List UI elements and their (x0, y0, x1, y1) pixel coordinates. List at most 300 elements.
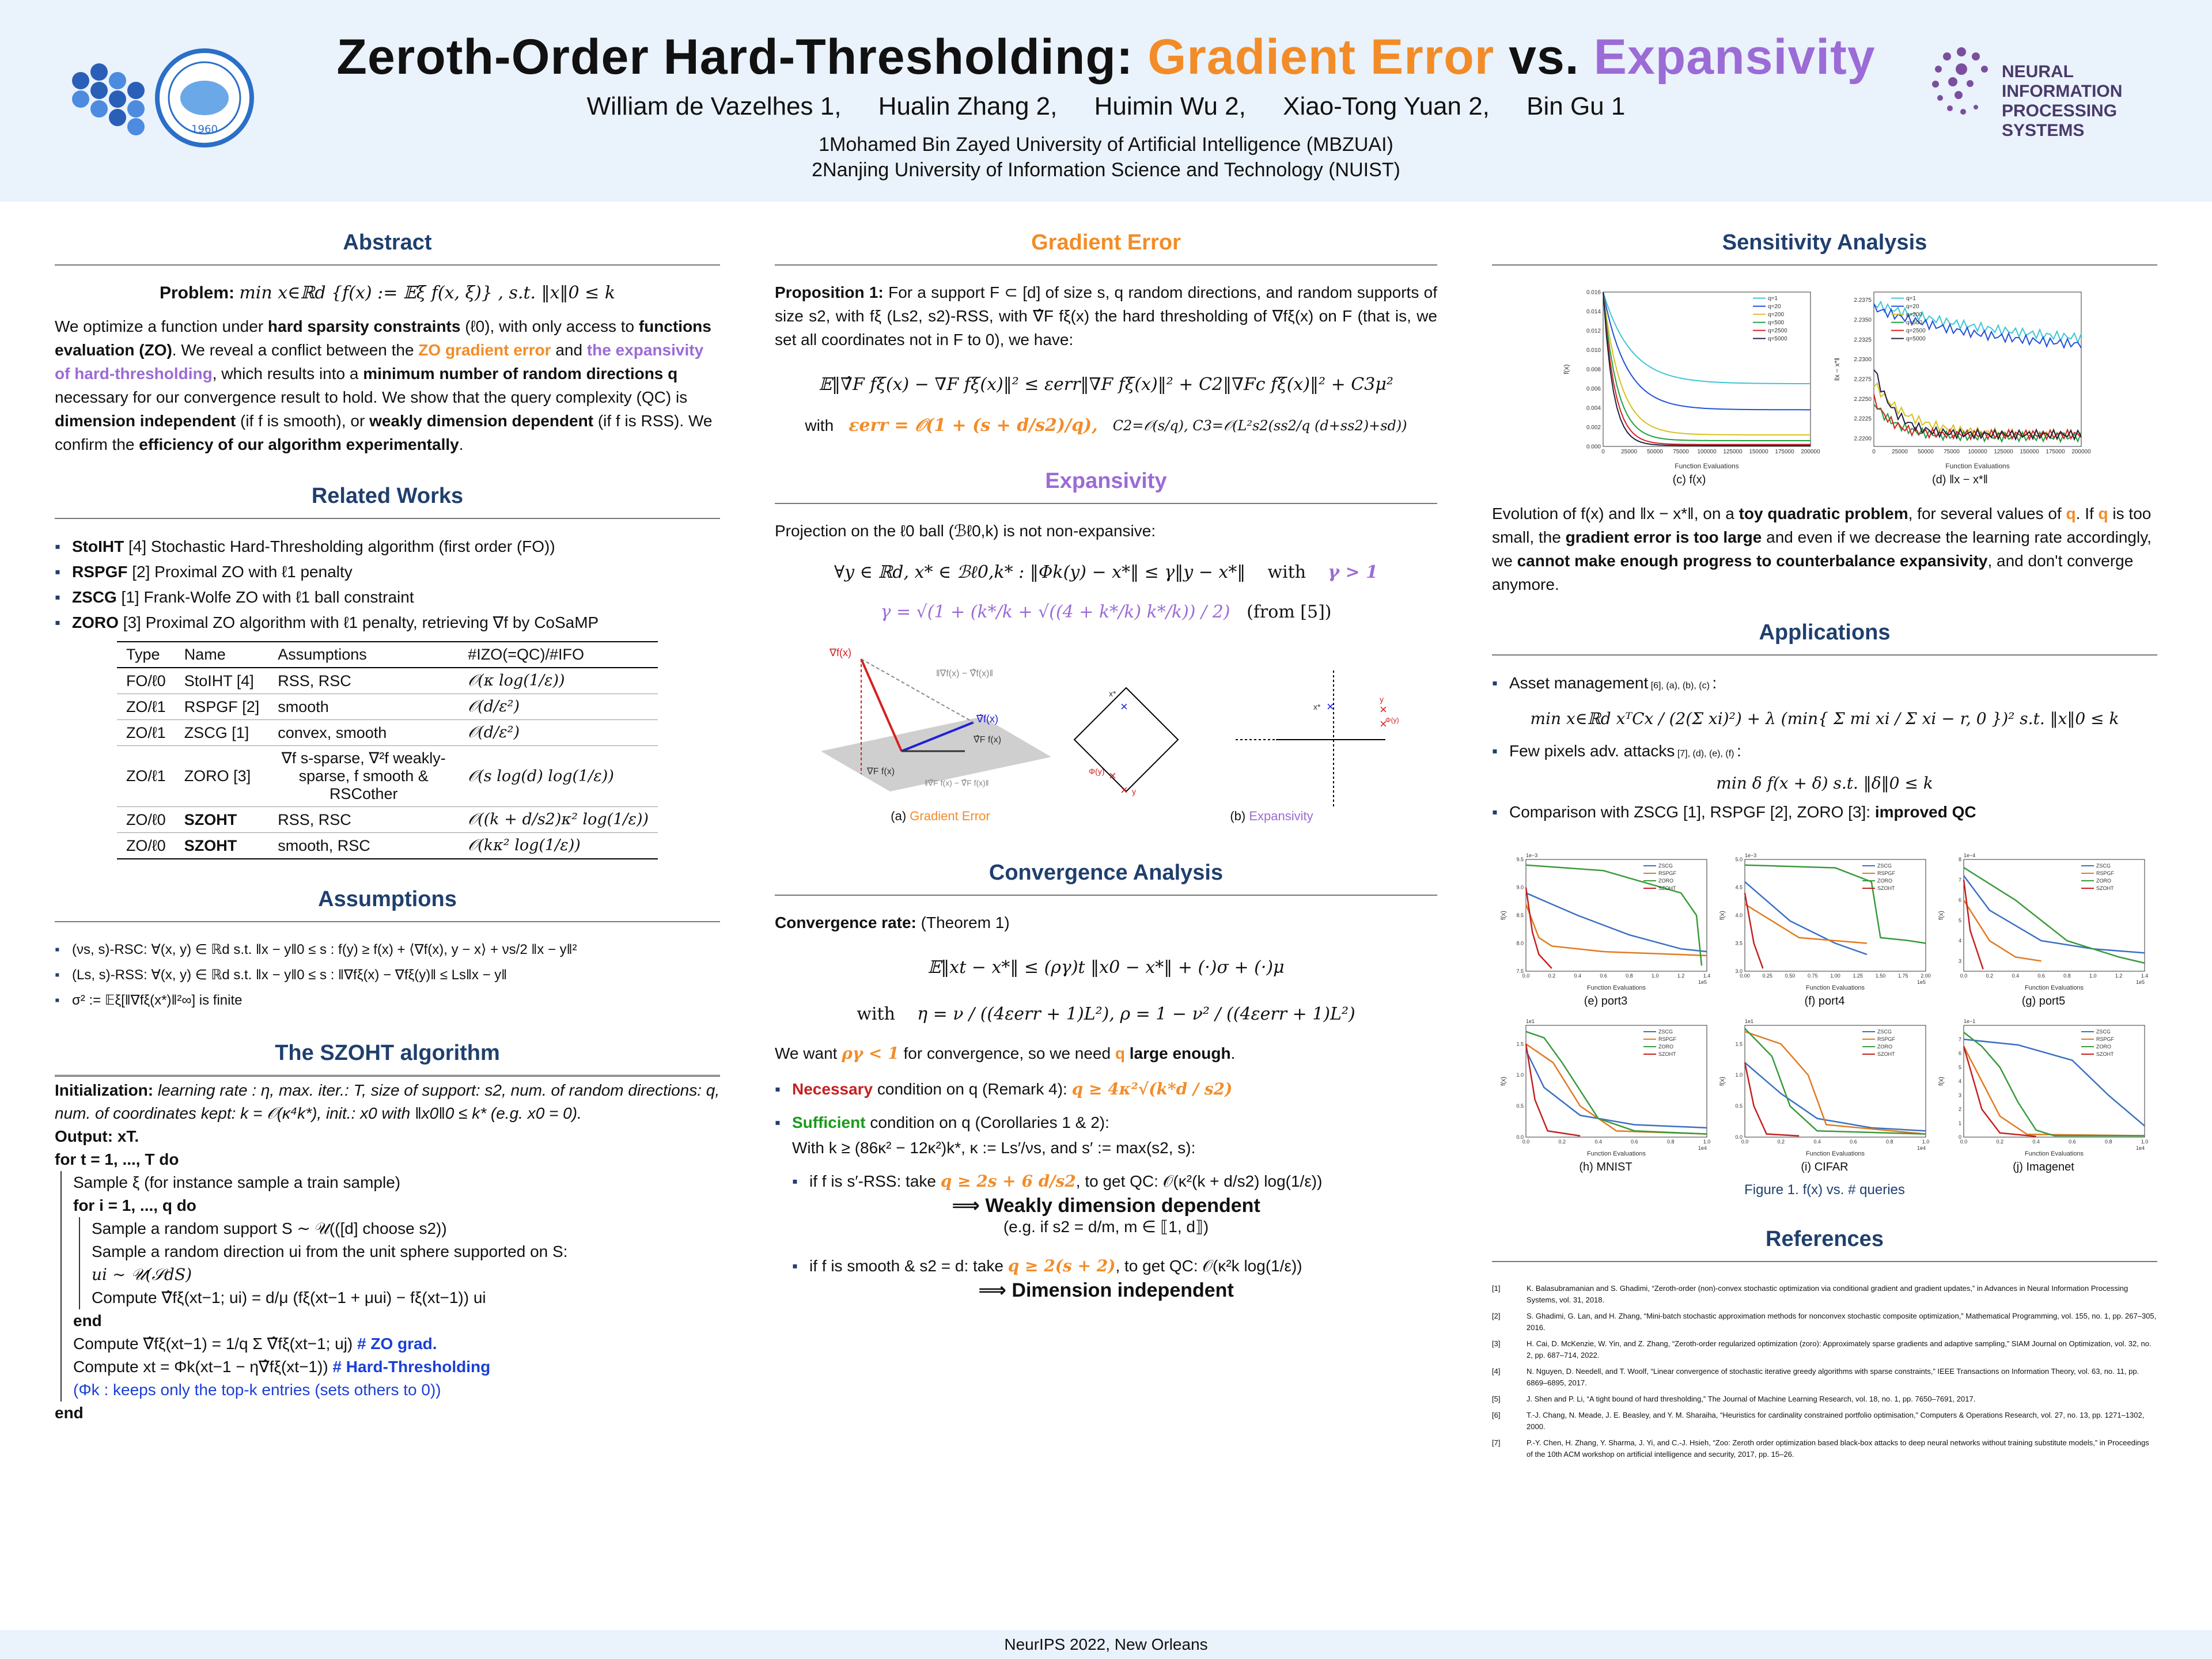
legend-label: SZOHT (1877, 885, 1895, 891)
x-tick-label: 1.2 (2115, 973, 2122, 979)
chart-f-x (1562, 281, 1820, 471)
table-row (117, 746, 658, 807)
table-row (117, 833, 658, 859)
case2-result: ⟹ Dimension independent (978, 1279, 1234, 1301)
y-label-2: y (1380, 695, 1384, 704)
prop-label: Proposition 1: (775, 283, 884, 301)
x-tick-label: 100000 (1967, 449, 1987, 455)
algo-comment: # ZO grad. (353, 1335, 437, 1353)
y-tick-label: 4 (1958, 1078, 1961, 1084)
list-item (55, 610, 720, 635)
necessary-label: Necessary (792, 1080, 873, 1098)
x-tick-label: 0.8 (2063, 973, 2071, 979)
x-scale-label: 1e5 (1698, 979, 1707, 985)
table-row (117, 694, 658, 720)
algorithm-block (55, 1077, 720, 1425)
app-compare (1492, 800, 2157, 825)
x-tick-label: 0.6 (1630, 1139, 1638, 1145)
phi-y-mark-2: × (1380, 717, 1387, 731)
chart-caption: (i) CIFAR (1801, 1161, 1849, 1173)
author: Xiao-Tong Yuan 2, (1283, 92, 1490, 120)
abstract-text-part: dimension independent (55, 412, 236, 430)
method-desc: [1] Frank-Wolfe ZO with ℓ1 ball constraint (116, 588, 414, 606)
legend-label: RSPGF (1877, 870, 1895, 876)
legend-label: RSPGF (2096, 870, 2114, 876)
table-cell: RSS, RSC (268, 807, 459, 833)
y-axis-label: f(x) (1562, 364, 1570, 374)
legend-label: q=200 (1906, 312, 1922, 318)
case-q: q ≥ 2(s + 2) (1007, 1256, 1116, 1275)
xstar-label-1: x* (1109, 689, 1116, 698)
legend-label: SZOHT (1877, 1051, 1895, 1057)
case-text: if f is smooth & s2 = d: take (809, 1257, 1008, 1275)
abstract-text-part: hard sparsity constraints (267, 317, 461, 335)
list-item (55, 559, 720, 585)
x-tick-label: 0.0 (1960, 1139, 1967, 1145)
want-condition: ργ < 1 (842, 1044, 899, 1063)
neurips-line1: NEURAL INFORMATION (2002, 62, 2123, 101)
x-tick-label: 0.4 (1813, 1139, 1821, 1145)
legend-label: q=5000 (1906, 336, 1926, 342)
x-tick-label: 1.0 (2089, 973, 2097, 979)
x-tick-label: 75000 (1943, 449, 1960, 455)
x-tick-label: 1.50 (1875, 973, 1885, 979)
poster-footer: NeurIPS 2022, New Orleans (0, 1630, 2212, 1659)
table-cell: 𝒪((k + d/s2)κ² log(1/ε)) (459, 807, 658, 833)
abstract-text-part: weakly dimension dependent (369, 412, 594, 430)
grad-F-label: ∇F f(x) (867, 767, 895, 777)
x-axis-label: Function Evaluations (1586, 984, 1646, 991)
y-axis-label: f(x) (1937, 1077, 1945, 1086)
case-qc: , to get QC: 𝒪(κ²(k + d/s2) log(1/ε)) (1075, 1172, 1323, 1190)
y-tick-label: 5.0 (1734, 857, 1743, 862)
chart-port4 (1718, 848, 1931, 992)
y-tick-label: 4.5 (1734, 884, 1743, 891)
algo-init (55, 1079, 720, 1125)
x-scale-label: 1e4 (1698, 1145, 1707, 1151)
case1-example: (e.g. if s2 = d/m, m ∈ ⟦1, d⟧) (1003, 1218, 1209, 1236)
y-tick-label: 3 (1958, 958, 1961, 964)
y-scale-label: 1e1 (1525, 1018, 1535, 1024)
plot-area (1745, 859, 1926, 971)
phi-y-label-2: Φ(y) (1385, 716, 1399, 724)
sens-text: toy quadratic problem (1738, 505, 1908, 522)
algo-end: end (55, 1404, 84, 1422)
y-tick-label: 0.002 (1586, 424, 1601, 431)
app-refs: [7], (d), (e), (f) (1675, 749, 1737, 759)
app-asset: ▪ Asset management [6], (a), (b), (c) : (1492, 671, 2157, 699)
assumptions-list (55, 937, 720, 1013)
list-item (55, 534, 720, 559)
x-tick-label: 0.0 (1522, 973, 1529, 979)
chart-cifar (1718, 1014, 1931, 1158)
y-tick-label: 2.2325 (1853, 336, 1872, 343)
asset-equation: min x∈ℝd xᵀCx / (2(Σ xi)²) + λ (min{ Σ mi xi / Σ xi − r, 0 })² s.t. ‖x‖0 ≤ k (1530, 709, 2119, 728)
table-cell: 𝒪(kκ² log(1/ε)) (459, 833, 658, 859)
chart-wrap (1718, 1014, 1931, 1174)
chart-caption: (e) port3 (1584, 995, 1628, 1007)
legend-label: SZOHT (2096, 1051, 2113, 1057)
plot-area (1745, 1025, 1926, 1137)
table-header: #IZO(=QC)/#IFO (459, 642, 658, 668)
algo-line: ui ∼ 𝒰(𝒮dS) (92, 1265, 192, 1284)
references-list (1492, 1283, 2157, 1460)
x-tick-label: 0.4 (2032, 1139, 2040, 1145)
sens-text: gradient error is too large (1565, 528, 1762, 546)
legend-label: ZSCG (2096, 863, 2111, 869)
y-tick-label: 0.012 (1586, 328, 1601, 335)
y-tick-label: 9.0 (1516, 884, 1524, 891)
x-tick-label: 25000 (1620, 449, 1637, 455)
list-item: ▪ σ² := 𝔼ξ[‖∇fξ(x*)‖²∞] is finite (55, 988, 720, 1013)
chart-wrap (1718, 848, 1931, 1008)
with-label: with (857, 1004, 895, 1024)
y-tick-label: 8.0 (1516, 940, 1524, 946)
necessary-condition (775, 1077, 1437, 1102)
x-tick-label: 0 (1872, 449, 1876, 455)
legend-label: RSPGF (1877, 1036, 1895, 1042)
x-tick-label: 0.50 (1785, 973, 1795, 979)
algo-line: Compute ∇̂fξ(xt−1; ui) = d/μ (fξ(xt−1 + μui) − fξ(xt−1)) ui (92, 1289, 486, 1306)
y-tick-label: 0 (1958, 1134, 1961, 1140)
title-gradient-error: Gradient Error (1147, 29, 1495, 85)
seal-year: 1960 (191, 123, 218, 135)
x-tick-label: 0.2 (1548, 973, 1555, 979)
legend-label: ZSCG (1658, 1029, 1673, 1035)
method-desc: [3] Proximal ZO algorithm with ℓ1 penalty, retrieving ∇f by CoSaMP (118, 613, 599, 631)
abstract-text-part: minimum number of random directions q (363, 365, 678, 382)
legend-label: SZOHT (1658, 1051, 1676, 1057)
y-tick-label: 8 (1958, 857, 1961, 862)
algo-phi-note: (Φk : keeps only the top-k entries (sets others to 0)) (73, 1381, 441, 1399)
table-cell: smooth (268, 694, 459, 720)
convergence-want (775, 1041, 1437, 1065)
x-tick-label: 0.2 (1996, 1139, 2003, 1145)
x-tick-label: 1.0 (1922, 1139, 1929, 1145)
abstract-text-part: functions evaluation (ZO) (55, 317, 711, 359)
y-tick-label: 4.0 (1734, 912, 1743, 918)
legend-label: q=200 (1767, 312, 1784, 318)
chart-d-wrap (1832, 281, 2091, 487)
chart-dist (1832, 281, 2091, 471)
expansivity-diagram (1074, 671, 1399, 809)
expansivity-figures (775, 636, 1437, 809)
prop-body: For a support F ⊂ [d] of size s, q random directions, and random supports of size s2, with fξ (Ls2, s2)-RSS, with ∇̂F fξ(x) the hard thresholding of ∇fξ(x) on F (that is, we set all coordinates not in F to 0), we have: (775, 283, 1437, 349)
cases-list (792, 1253, 1437, 1279)
x-tick-label: 0 (1601, 449, 1605, 455)
list-item: ▪ (Ls, s)-RSS: ∀(x, y) ∈ ℝd s.t. ‖x − y‖0 ≤ s : ‖∇fξ(x) − ∇fξ(y)‖ ≤ Ls‖x − y‖ (55, 963, 720, 988)
related-works-title: Related Works (55, 484, 720, 519)
ref-num: [7] (1492, 1438, 1501, 1447)
legend-label: RSPGF (1658, 1036, 1676, 1042)
y-tick-label: 7 (1958, 877, 1961, 883)
x-tick-label: 175000 (1774, 449, 1794, 455)
grad-vector (861, 659, 902, 751)
phi-y-mark-1: × (1109, 768, 1116, 783)
ref-text: H. Cai, D. McKenzie, W. Yin, and Z. Zhang, “Zeroth-order regularized optimization (zoro): Approximately sparse gradients and adaptive sampling,” SIAM Journal on Optimization, vol. 32, no. 2, pp. 687–714, 2022. (1527, 1339, 2152, 1359)
legend-label: q=20 (1767, 304, 1781, 310)
gradient-error-equation: 𝔼‖∇̂F fξ(x) − ∇F fξ(x)‖² ≤ εerr‖∇F fξ(x)‖² + C2‖∇Fc fξ(x)‖² + C3μ² (819, 374, 1393, 395)
abstract-text-part: ZO gradient error (418, 341, 551, 359)
ref-text: S. Ghadimi, G. Lan, and H. Zhang, “Mini-batch stochastic approximation methods for nonconvex stochastic composite optimization,” Mathematical Programming, vol. 155, no. 1, pp. 267–305, 2016. (1527, 1312, 2157, 1332)
y-tick-label: 2.2350 (1853, 317, 1872, 324)
gamma-eq-body: γ = √(1 + (k*/k + √((4 + k*/k) k*/k)) / 2) (880, 602, 1230, 622)
x-tick-label: 1.00 (1830, 973, 1840, 979)
algo-line: Sample a random support S ∼ 𝒰(([d] choose s2)) (92, 1219, 447, 1237)
table-cell: ZO/ℓ1 (117, 746, 175, 807)
caption-text: Gradient Error (910, 809, 990, 823)
x-tick-label: 0.8 (2104, 1139, 2112, 1145)
y-tick-label: 2.2275 (1853, 376, 1872, 383)
legend-label: ZORO (1877, 1044, 1892, 1050)
ref-num: [6] (1492, 1411, 1501, 1419)
y-tick-label: 2.2225 (1853, 416, 1872, 423)
problem-label: Problem: (159, 283, 235, 302)
sufficient-label: Sufficient (792, 1113, 866, 1131)
y-tick-label: 7.5 (1516, 968, 1524, 974)
applications-title: Applications (1492, 620, 2157, 656)
chart-wrap (1499, 848, 1713, 1008)
chart-imagenet (1937, 1014, 2150, 1158)
x-tick-label: 175000 (2045, 449, 2065, 455)
table-cell: 𝒪(s log(d) log(1/ε)) (459, 746, 658, 807)
y-mark-1: × (1120, 783, 1128, 797)
x-tick-label: 1.2 (1677, 973, 1684, 979)
x-tick-label: 150000 (2019, 449, 2039, 455)
reference-item (1492, 1310, 2157, 1334)
sens-text: , for several values of (1908, 505, 2066, 522)
related-works-table (117, 641, 658, 859)
x-tick-label: 0.6 (1599, 973, 1607, 979)
algo-for-t: for t = 1, ..., T do (55, 1150, 179, 1168)
rate-label: Convergence rate: (775, 914, 916, 931)
x-tick-label: 0.0 (1522, 1139, 1529, 1145)
algo-output: Output: xT. (55, 1127, 139, 1145)
chart-caption: (h) MNIST (1579, 1161, 1633, 1173)
x-tick-label: 0.4 (2011, 973, 2019, 979)
app-label: Asset management (1509, 674, 1649, 692)
method-name: ZSCG (72, 588, 117, 606)
x-tick-label: 100000 (1696, 449, 1717, 455)
with-label: with (805, 416, 834, 434)
legend-label: q=20 (1906, 304, 1919, 310)
hat-grad-F-label: ∇̂F f(x) (974, 735, 1002, 745)
x-tick-label: 0.25 (1762, 973, 1772, 979)
x-axis-label: Function Evaluations (2024, 984, 2084, 991)
x-tick-label: 125000 (1993, 449, 2013, 455)
table-cell: ZO/ℓ0 (117, 807, 175, 833)
y-tick-label: 0.004 (1586, 405, 1601, 412)
y-tick-label: 0.010 (1586, 347, 1601, 354)
x-tick-label: 75000 (1672, 449, 1689, 455)
convergence-title: Convergence Analysis (775, 861, 1437, 896)
related-works-list (55, 534, 720, 635)
case-qc: , to get QC: 𝒪(κ²k log(1/ε)) (1115, 1257, 1302, 1275)
xstar-mark-2: × (1327, 699, 1334, 714)
method-name: RSPGF (72, 563, 128, 581)
x-tick-label: 0.6 (2037, 973, 2045, 979)
y-tick-label: 2.2300 (1853, 357, 1872, 363)
affiliation-1: 1Mohamed Bin Zayed University of Artificial Intelligence (MBZUAI) (819, 134, 1393, 156)
author: William de Vazelhes 1, (586, 92, 842, 120)
case-q: q ≥ 2s + 6 d/s2 (940, 1172, 1076, 1191)
sens-text: . If (2075, 505, 2099, 522)
y-tick-label: 0.016 (1586, 289, 1601, 296)
table-cell: ZORO [3] (175, 746, 269, 807)
legend-label: ZSCG (1877, 863, 1892, 869)
table-row (117, 668, 658, 694)
expansivity-eq-body: ∀y ∈ ℝd, x* ∈ ℬℓ0,k* : ‖Φk(y) − x*‖ ≤ γ‖y − x*‖ (834, 562, 1246, 582)
x-tick-label: 200000 (1800, 449, 1820, 455)
xstar-label-2: x* (1313, 702, 1321, 711)
problem-equation: min x∈ℝd {f(x) := 𝔼ξ f(x, ξ)} , s.t. ‖x‖0 ≤ k (239, 283, 615, 303)
y-label-1: y (1132, 787, 1136, 796)
x-tick-label: 0.6 (1849, 1139, 1857, 1145)
y-axis-label: f(x) (1499, 911, 1507, 920)
reference-item (1492, 1366, 2157, 1389)
abstract-text-part: (if f is smooth), or (236, 412, 370, 430)
x-scale-label: 1e4 (2135, 1145, 2145, 1151)
legend-label: ZORO (1658, 1044, 1673, 1050)
legend-label: ZORO (1877, 878, 1892, 884)
convergence-equation: 𝔼‖xt − x*‖ ≤ (ργ)t ‖x0 − x*‖ + (·)σ + (·)μ (927, 957, 1285, 978)
sens-text: is too small, the (1492, 505, 2152, 546)
table-header: Name (175, 642, 269, 668)
table-cell: ZO/ℓ0 (117, 833, 175, 859)
want-q: q (1115, 1044, 1125, 1062)
y-axis-label: f(x) (1718, 1077, 1726, 1086)
x-tick-label: 0.2 (1777, 1139, 1785, 1145)
x-scale-label: 1e5 (2135, 979, 2145, 985)
chart-wrap (1937, 1014, 2150, 1174)
legend-label: q=500 (1906, 320, 1922, 326)
y-tick-label: 9.5 (1516, 857, 1524, 862)
x-tick-label: 0.75 (1807, 973, 1818, 979)
y-tick-label: 5 (1958, 1064, 1961, 1070)
list-item: ▪ (νs, s)-RSC: ∀(x, y) ∈ ℝd s.t. ‖x − y‖0 ≤ s : f(y) ≥ f(x) + ⟨∇f(x), y − x⟩ + νs/2 ‖x − y‖² (55, 937, 720, 963)
y-tick-label: 6 (1958, 1050, 1961, 1056)
algo-for-i: for i = 1, ..., q do (73, 1196, 196, 1214)
abstract-text-part: (ℓ0), with only access to (460, 317, 639, 335)
x-tick-label: 0.8 (1666, 1139, 1674, 1145)
conditions-list (775, 1077, 1437, 1161)
table-cell: ZSCG [1] (175, 720, 269, 746)
y-tick-label: 1.5 (1516, 1041, 1524, 1047)
reference-item (1492, 1393, 2157, 1405)
sens-text: and even if we decrease the learning rate accordingly, we (1492, 528, 2152, 570)
y-tick-label: 1.0 (1734, 1072, 1743, 1078)
x-axis-label: Function Evaluations (1674, 462, 1739, 470)
y-axis-label: f(x) (1937, 911, 1945, 920)
y-scale-label: 1e−1 (1963, 1018, 1975, 1024)
hat-grad-label: ∇̂f(x) (976, 713, 999, 725)
problem-statement (55, 283, 720, 303)
app-bold: improved QC (1874, 803, 1976, 821)
sensitivity-text (1492, 502, 2157, 596)
legend-label: RSPGF (1658, 870, 1676, 876)
sens-text: , and don't converge anymore. (1492, 552, 2134, 593)
x-tick-label: 150000 (1748, 449, 1768, 455)
y-tick-label: 0.014 (1586, 308, 1601, 315)
cases-list (792, 1169, 1437, 1194)
ref-text: P.-Y. Chen, H. Zhang, Y. Sharma, J. Yi, and C.-J. Hsieh, “Zoo: Zeroth order optimization based black-box attacks to deep neural networks without training substitute models,” in Proceedings of the 10th ACM workshop on artificial intelligence and security, 2017, pp. 15–26. (1527, 1438, 2149, 1459)
neurips-flower-icon (1924, 40, 1999, 127)
x-tick-label: 200000 (2071, 449, 2091, 455)
comparison-charts-grid (1492, 848, 2157, 1174)
x-axis-label: Function Evaluations (1805, 1150, 1865, 1157)
y-tick-label: 0.5 (1516, 1103, 1524, 1109)
y-mark-2: × (1380, 702, 1387, 717)
caption-prefix: (a) (891, 809, 910, 823)
y-tick-label: 7 (1958, 1036, 1961, 1043)
sufficient-condition (775, 1110, 1437, 1161)
x-tick-label: 1.0 (1651, 973, 1659, 979)
legend-label: q=1 (1906, 296, 1916, 302)
neurips-line2: PROCESSING SYSTEMS (2002, 101, 2118, 140)
y-axis-label: f(x) (1499, 1077, 1507, 1086)
algo-outer-loop (60, 1171, 720, 1402)
algo-text: Compute ∇̂fξ(xt−1) = 1/q Σ ∇̂fξ(xt−1; uj) (73, 1335, 353, 1353)
method-name: ZORO (72, 613, 119, 631)
figure-1-caption: Figure 1. f(x) vs. # queries (1744, 1182, 1905, 1198)
y-tick-label: 0.008 (1586, 366, 1601, 373)
y-tick-label: 2.2250 (1853, 396, 1872, 403)
y-tick-label: 2 (1958, 1106, 1961, 1112)
diff-F-label: ‖∇̂F f(x) − ∇̂F f(x)‖ (925, 778, 989, 787)
algo-inner-loop (79, 1217, 720, 1309)
abstract-text-part: and (551, 341, 587, 359)
plot-area (1526, 1025, 1707, 1137)
x-tick-label: 1.75 (1897, 973, 1908, 979)
y-scale-label: 1e1 (1744, 1018, 1753, 1024)
author: Hualin Zhang 2, (878, 92, 1058, 120)
legend-label: ZORO (2096, 878, 2111, 884)
legend-label: q=500 (1767, 320, 1784, 326)
x-tick-label: 0.4 (1594, 1139, 1602, 1145)
x-tick-label: 0.8 (1885, 1139, 1893, 1145)
legend-label: q=2500 (1767, 328, 1787, 334)
gradient-error-diagram (821, 647, 1051, 791)
algo-end: end (73, 1312, 102, 1330)
caption-text: Expansivity (1249, 809, 1313, 823)
x-scale-label: 1e4 (1916, 1145, 1926, 1151)
algo-line: Sample ξ (for instance sample a train sample) (73, 1173, 401, 1191)
x-tick-label: 50000 (1917, 449, 1934, 455)
x-tick-label: 0.6 (2068, 1139, 2076, 1145)
sufficient-text: condition on q (Corollaries 1 & 2): (865, 1113, 1109, 1131)
case-text: if f is s′-RSS: take (809, 1172, 941, 1190)
table-cell: RSS, RSC (268, 668, 459, 694)
x-tick-label: 0.8 (1625, 973, 1633, 979)
algo-line (73, 1332, 720, 1355)
ref-num: [3] (1492, 1339, 1501, 1348)
sens-text: q (2098, 505, 2108, 522)
app-label: Few pixels adv. attacks (1509, 742, 1675, 760)
table-cell: convex, smooth (268, 720, 459, 746)
y-tick-label: 0.0 (1516, 1134, 1524, 1140)
ref-text: J. Shen and P. Li, “A tight bound of hard thresholding,” The Journal of Machine Learning Research, vol. 18, no. 1, pp. 7650–7691, 2017. (1527, 1395, 1976, 1403)
y-tick-label: 1 (1958, 1120, 1961, 1126)
chart-caption: (f) port4 (1804, 995, 1845, 1007)
legend-label: RSPGF (2096, 1036, 2114, 1042)
y-tick-label: 0.5 (1734, 1103, 1743, 1109)
chart-c-wrap (1562, 281, 1820, 487)
abstract-text-part: , which results into a (212, 365, 363, 382)
chart-mnist (1499, 1014, 1713, 1158)
title-part: Zeroth-Order Hard-Thresholding: (336, 29, 1148, 85)
algo-comment: # Hard-Thresholding (328, 1358, 491, 1376)
xstar-mark-1: × (1120, 699, 1128, 714)
